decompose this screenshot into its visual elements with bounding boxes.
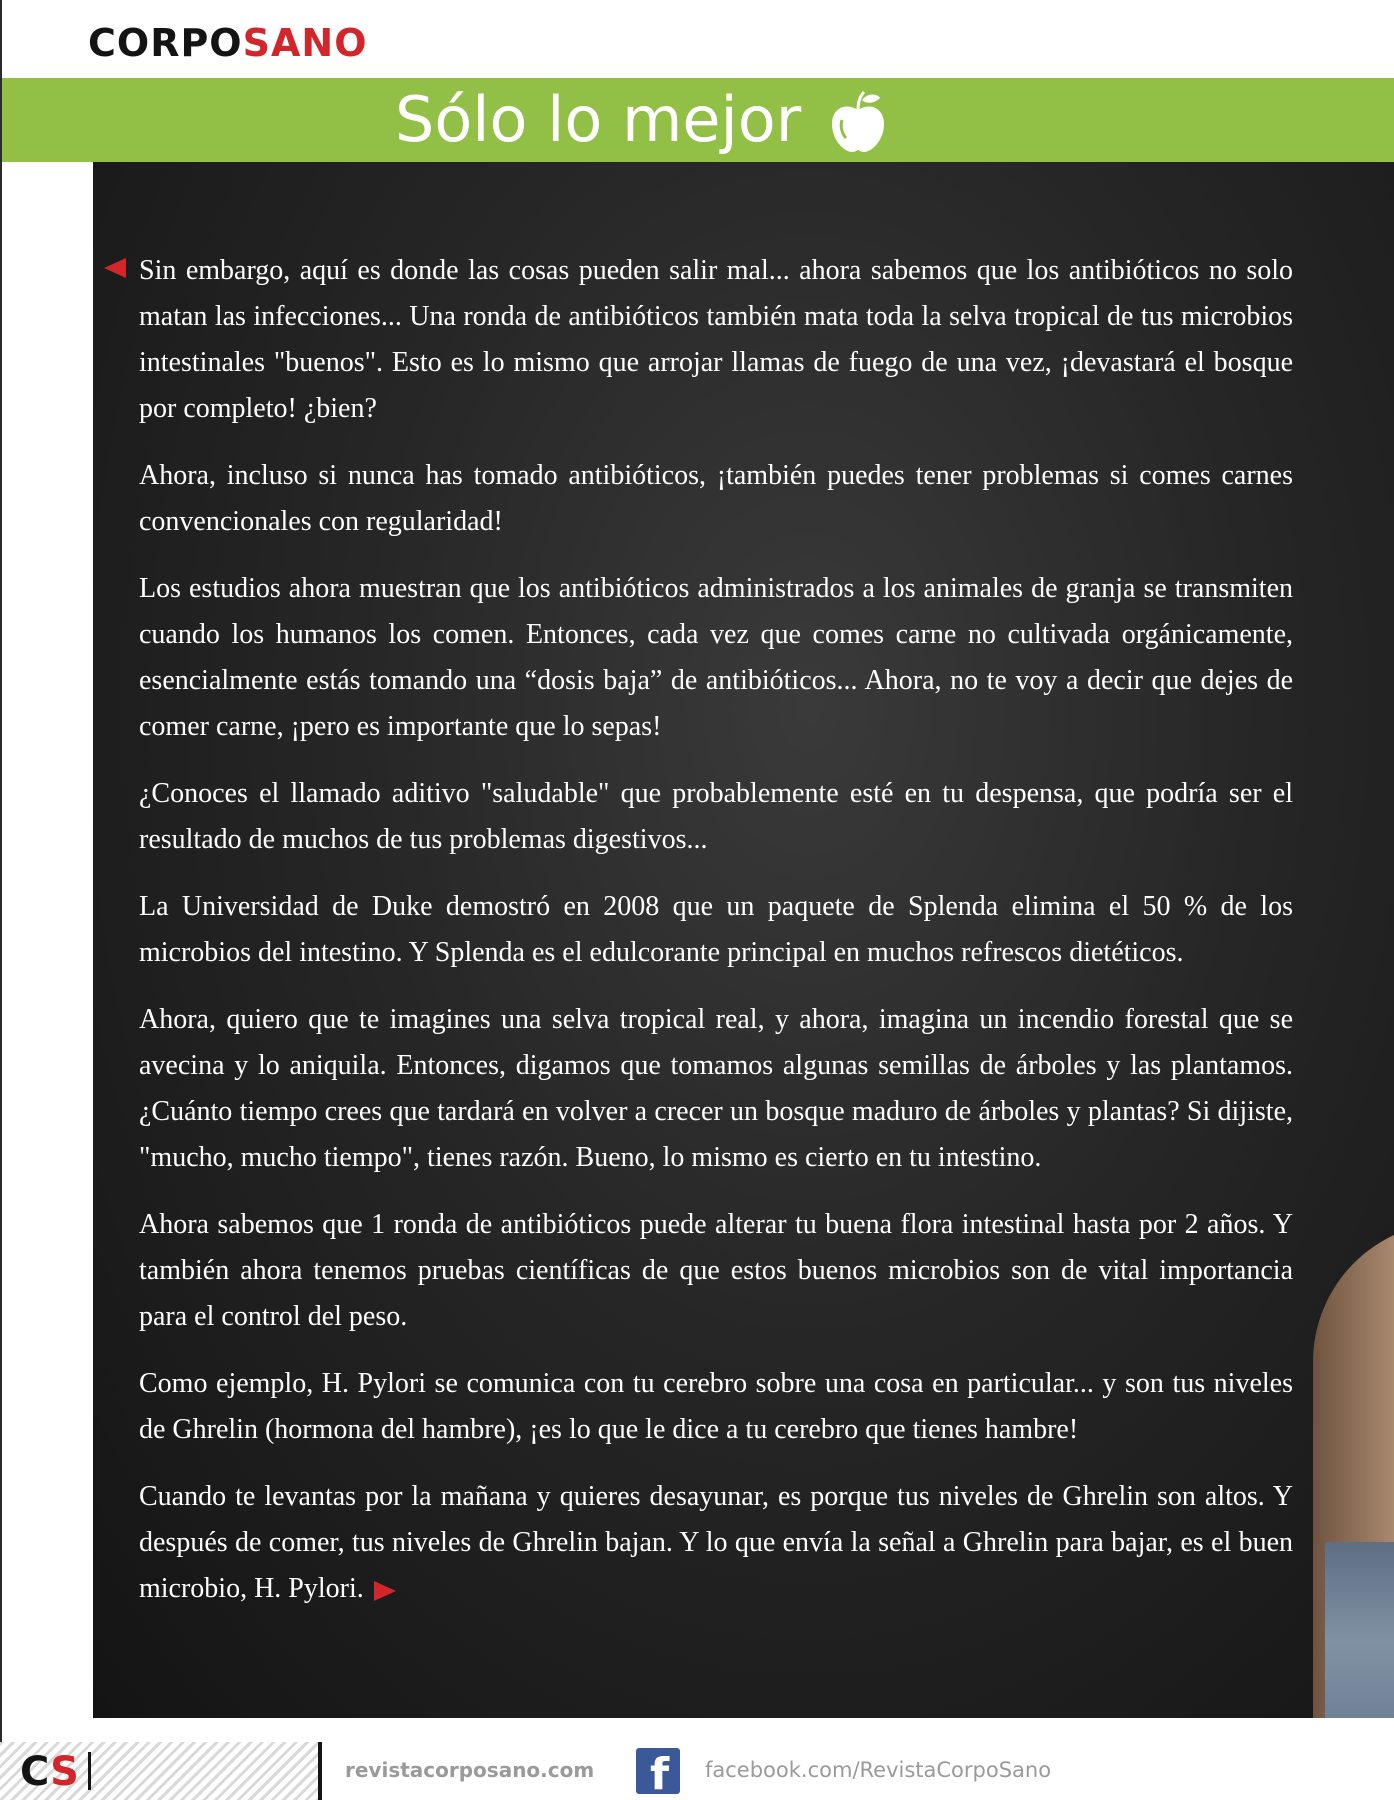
article-paragraph: ¿Conoces el llamado aditivo "saludable" que probablemente esté en tu despensa, que podría ser el resultado de muchos de tus problemas digestivos... [139,778,1293,855]
article-paragraph: Los estudios ahora muestran que los antibióticos administrados a los animales de granja se transmiten cuando los humanos los comen. Entonces, cada vez que comes carne no cultivada orgánicamente, esencialmente estás tomando una “dosis baja” de antibióticos... Ahora, no te voy a decir que dejes de comer carne, ¡pero es importante que lo sepas! [139,573,1293,742]
continue-right-marker [374,1581,396,1601]
article-paragraph: Ahora sabemos que 1 ronda de antibióticos puede alterar tu buena flora intestinal hasta por 2 años. Y también ahora tenemos pruebas científicas de que estos buenos microbios son de vital importancia para el control del peso. [139,1209,1293,1332]
footer-divider-small [88,1752,91,1790]
article-paragraph: Sin embargo, aquí es donde las cosas pueden salir mal... ahora sabemos que los antibióticos no solo matan las infecciones... Una ronda de antibióticos también mata toda la selva tropical de tus microbios intestinales "buenos". Esto es lo mismo que arrojar llamas de fuego de una vez, ¡devastará el bosque por completo! ¿bien? [139,255,1293,424]
article-paragraph: Ahora, quiero que te imagines una selva tropical real, y ahora, imagina un incendio forestal que se avecina y lo aniquila. Entonces, digamos que tomamos algunas semillas de árboles y las plantamos. ¿Cuánto tiempo crees que tardará en volver a crecer un bosque maduro de árboles y plantas? Si dijiste, "mucho, mucho tiempo", tienes razón. Bueno, lo mismo es cierto en tu intestino. [139,1004,1293,1173]
article-paragraph: Ahora, incluso si nunca has tomado antibióticos, ¡también puedes tener problemas si comes carnes convencionales con regularidad! [139,460,1293,537]
article-body [139,248,1293,1633]
facebook-icon[interactable] [636,1748,680,1794]
facebook-link[interactable]: facebook.com/RevistaCorpoSano [705,1758,1052,1782]
article-paragraph-text: Cuando te levantas por la mañana y quieres desayunar, es porque tus niveles de Ghrelin son altos. Y después de comer, tus niveles de Ghrelin bajan. Y lo que envía la señal a Ghrelin para bajar, es el buen microbio, H. Pylori. [139,1481,1293,1604]
footer-cs-c: C [20,1749,51,1795]
page-left-rule [0,0,2,1800]
logo-corpo: CORPO [88,21,243,65]
footer-cs-s: S [50,1749,79,1795]
apple-icon [828,90,888,154]
footer-divider [318,1742,322,1800]
article-paragraph-last [139,1474,1293,1612]
facebook-icon-letter: f [650,1749,670,1794]
continue-left-marker [104,258,126,278]
magazine-logo [88,20,368,66]
article-paragraph: Como ejemplo, H. Pylori se comunica con tu cerebro sobre una cosa en particular... y son tus niveles de Ghrelin (hormona del hambre), ¡es lo que le dice a tu cerebro que tienes hambre! [139,1368,1293,1445]
logo-sano: SANO [242,21,368,65]
jeans-photo [1325,1542,1394,1718]
website-link[interactable]: revistacorposano.com [345,1758,595,1782]
section-title: Sólo lo mejor [395,83,802,156]
footer-cs-logo [20,1750,79,1794]
page-footer [0,1742,1394,1800]
article-paragraph: La Universidad de Duke demostró en 2008 que un paquete de Splenda elimina el 50 % de los microbios del intestino. Y Splenda es el edulcorante principal en muchos refrescos dietéticos. [139,891,1293,968]
